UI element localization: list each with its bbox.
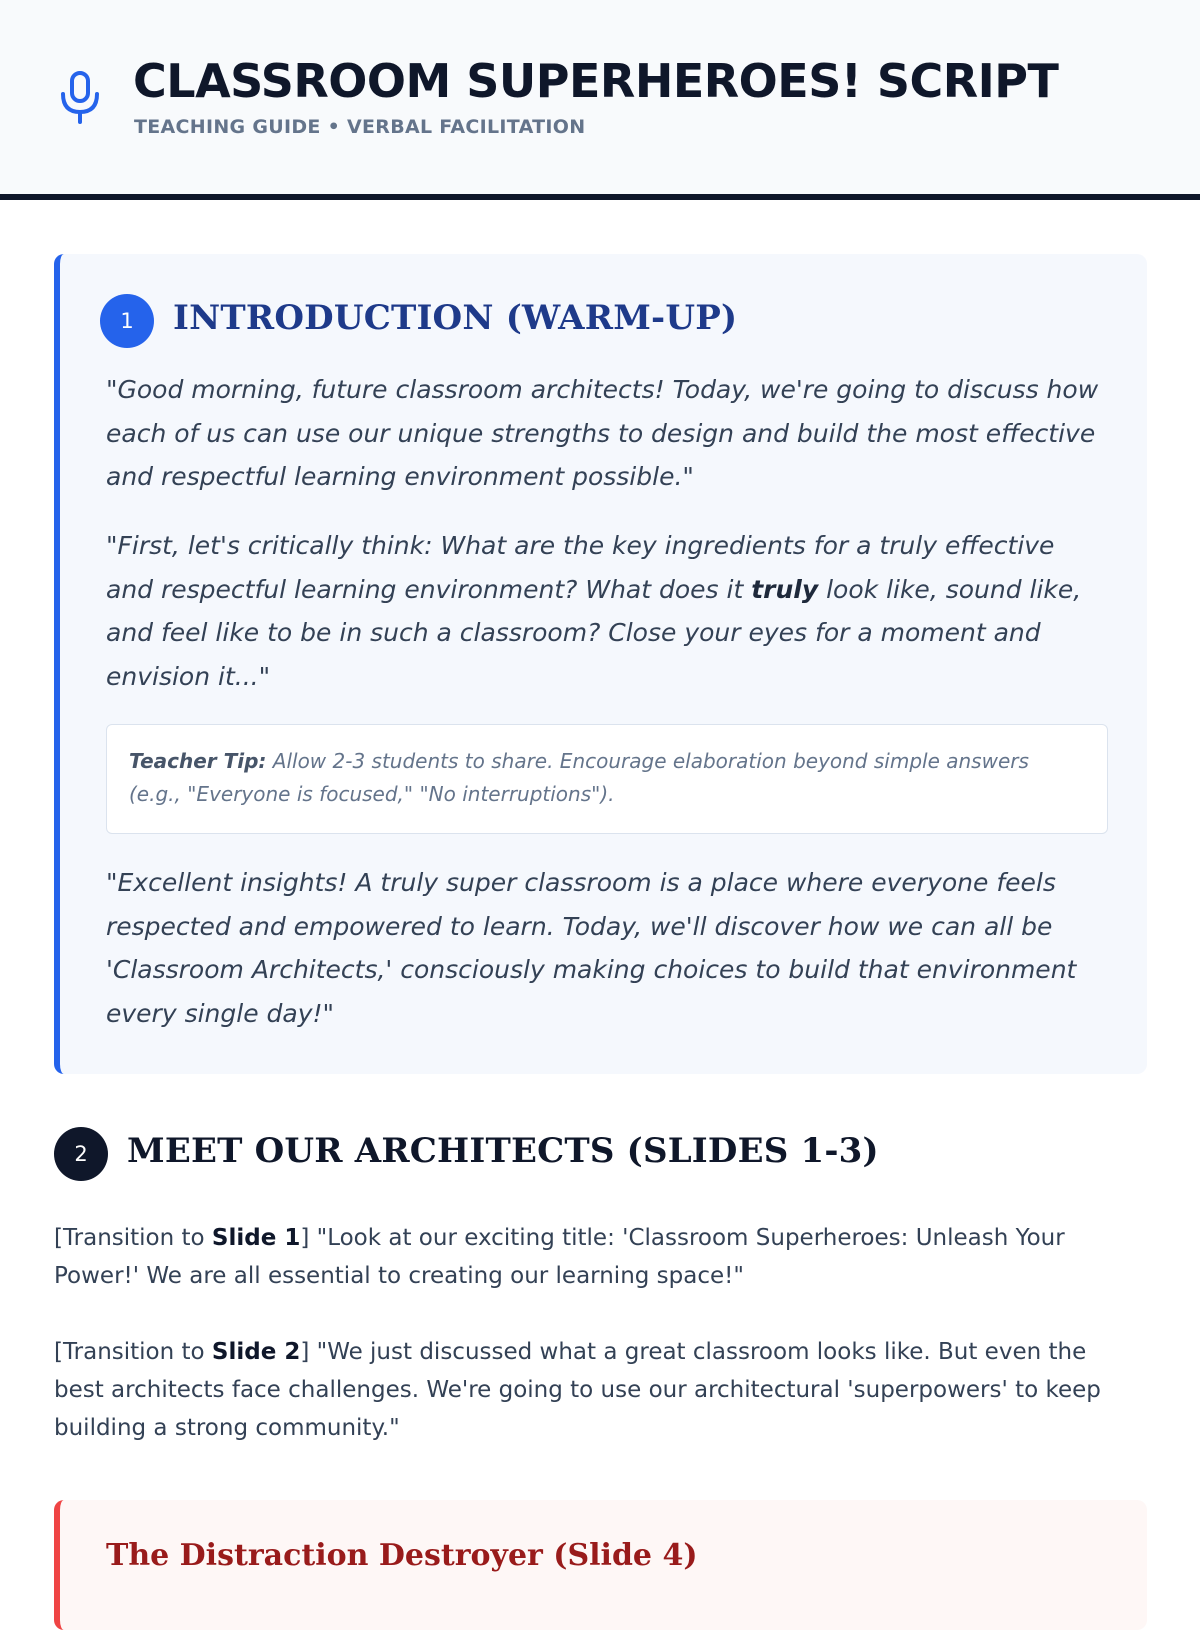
emphasis-text: truly xyxy=(751,574,819,604)
page-header xyxy=(0,0,1200,200)
section-number-badge: 2 xyxy=(54,1127,108,1181)
script-quote: "Excellent insights! A truly super classroom is a place where everyone feels respected and empowered to learn. Today, we'll discover how we can all be 'Classroom Architects,' consciously making choices to build that environment every single day!" xyxy=(106,868,1077,1028)
microphone-icon xyxy=(58,70,102,124)
slide-reference: Slide 1 xyxy=(211,1225,301,1251)
subsection-title: The Distraction Destroyer (Slide 4) xyxy=(106,1538,698,1573)
section-number-badge: 1 xyxy=(100,294,154,348)
page-subtitle: TEACHING GUIDE • VERBAL FACILITATION xyxy=(134,116,586,138)
teacher-tip-label: Teacher Tip: xyxy=(129,749,267,773)
script-quote: "First, let's critically think: What are the key ingredients for a truly effective and respectful learning environment? What does it truly look like, sound like, and feel like to be in such a classroom? Close your eyes for a moment and envision it..." xyxy=(106,531,1082,691)
section-title: MEET OUR ARCHITECTS (SLIDES 1-3) xyxy=(127,1131,879,1171)
page-title: CLASSROOM SUPERHEROES! SCRIPT xyxy=(133,54,1059,108)
distraction-destroyer-section xyxy=(54,1500,1147,1630)
transition-paragraph: [Transition to Slide 2] "We just discussed what a great classroom looks like. But even the best architects face challenges. We're going to use our architectural 'superpowers' to keep building a strong community." xyxy=(54,1339,1101,1441)
script-quote: "Good morning, future classroom architects! Today, we're going to discuss how each of us can use our unique strengths to design and build the most effective and respectful learning environment possible." xyxy=(106,375,1099,491)
teacher-tip-text: Allow 2-3 students to share. Encourage elaboration beyond simple answers (e.g., "Everyone is focused," "No interruptions"). xyxy=(129,749,1029,806)
slide-reference: Slide 2 xyxy=(211,1339,301,1365)
teacher-tip-box xyxy=(106,724,1108,834)
transition-paragraph: [Transition to Slide 1] "Look at our exciting title: 'Classroom Superheroes: Unleash Your Power!' We are all essential to creating our learning space!" xyxy=(54,1225,1065,1289)
introduction-section xyxy=(54,254,1147,1074)
section-title: INTRODUCTION (WARM-UP) xyxy=(173,298,738,338)
